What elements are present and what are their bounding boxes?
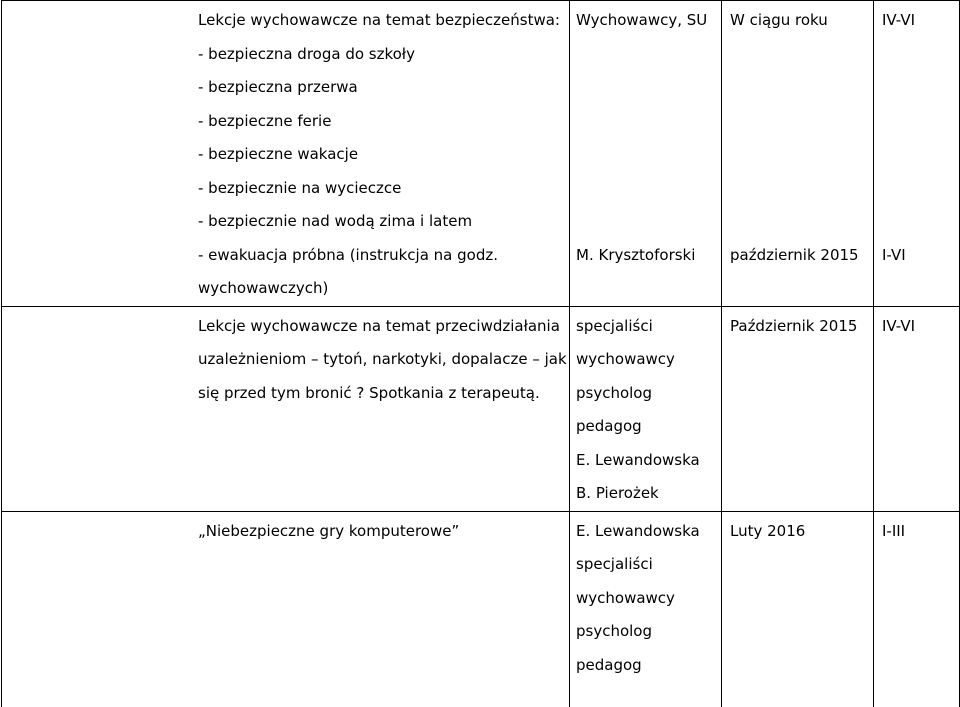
grade-cell [874,511,960,707]
grade-cell [874,1,960,307]
topic-line: - bezpiecznie nad wodą zima i latem [198,212,473,230]
topic-line: - bezpieczna droga do szkoły [198,44,415,63]
date-cell [722,1,874,307]
table-row [2,306,960,511]
date-cell [722,511,874,707]
topic-line: - bezpieczne ferie [198,111,332,130]
responsible-text: E. Lewandowska [576,450,700,469]
responsible-text: E. Lewandowska [576,521,700,540]
responsible-text: psycholog [576,622,653,640]
responsible-text: pedagog [576,417,642,435]
table-row [2,511,960,707]
responsible-text: specjaliści [576,555,653,573]
topic-line: - bezpieczna przerwa [198,78,358,96]
topic-line: Lekcje wychowawcze na temat przeciwdziałania [198,316,560,335]
date-text: Październik 2015 [730,316,858,335]
responsible-text: M. Krysztoforski [576,245,696,264]
topic-line: - bezpiecznie na wycieczce [198,178,402,197]
topic-line: wychowawczych) [198,279,329,297]
date-text: W ciągu roku [730,11,828,29]
grade-text: I-VI [882,245,906,264]
topic-line: - bezpieczne wakacje [198,145,359,163]
date-text: październik 2015 [730,245,859,264]
responsible-text: pedagog [576,655,642,674]
grade-text: IV-VI [882,11,916,29]
topic-line: - ewakuacja próbna (instrukcja na godz. [198,245,498,264]
date-text: Luty 2016 [730,521,806,540]
topic-line: się przed tym bronić ? Spotkania z terapeutą. [198,383,540,402]
topic-line: uzależnieniom – tytoń, narkotyki, dopalacze – jak [198,350,567,368]
schedule-table [1,0,960,707]
responsible-cell [570,511,722,707]
responsible-text: Wychowawcy, SU [576,11,708,29]
responsible-text: wychowawcy [576,350,675,368]
grade-text: I-III [882,521,906,540]
date-cell [722,306,874,511]
topic-line: Lekcje wychowawcze na temat bezpieczeństwa: [198,11,560,29]
topic-line: „Niebezpieczne gry komputerowe” [198,521,460,540]
topic-cell [2,306,570,511]
responsible-text: psycholog [576,383,653,402]
responsible-text: wychowawcy [576,588,675,607]
responsible-text: specjaliści [576,316,653,335]
responsible-cell [570,1,722,307]
grade-cell [874,306,960,511]
topic-cell [2,1,570,307]
table-row [2,1,960,307]
topic-cell [2,511,570,707]
responsible-text: B. Pierożek [576,484,659,502]
grade-text: IV-VI [882,316,916,335]
responsible-cell [570,306,722,511]
